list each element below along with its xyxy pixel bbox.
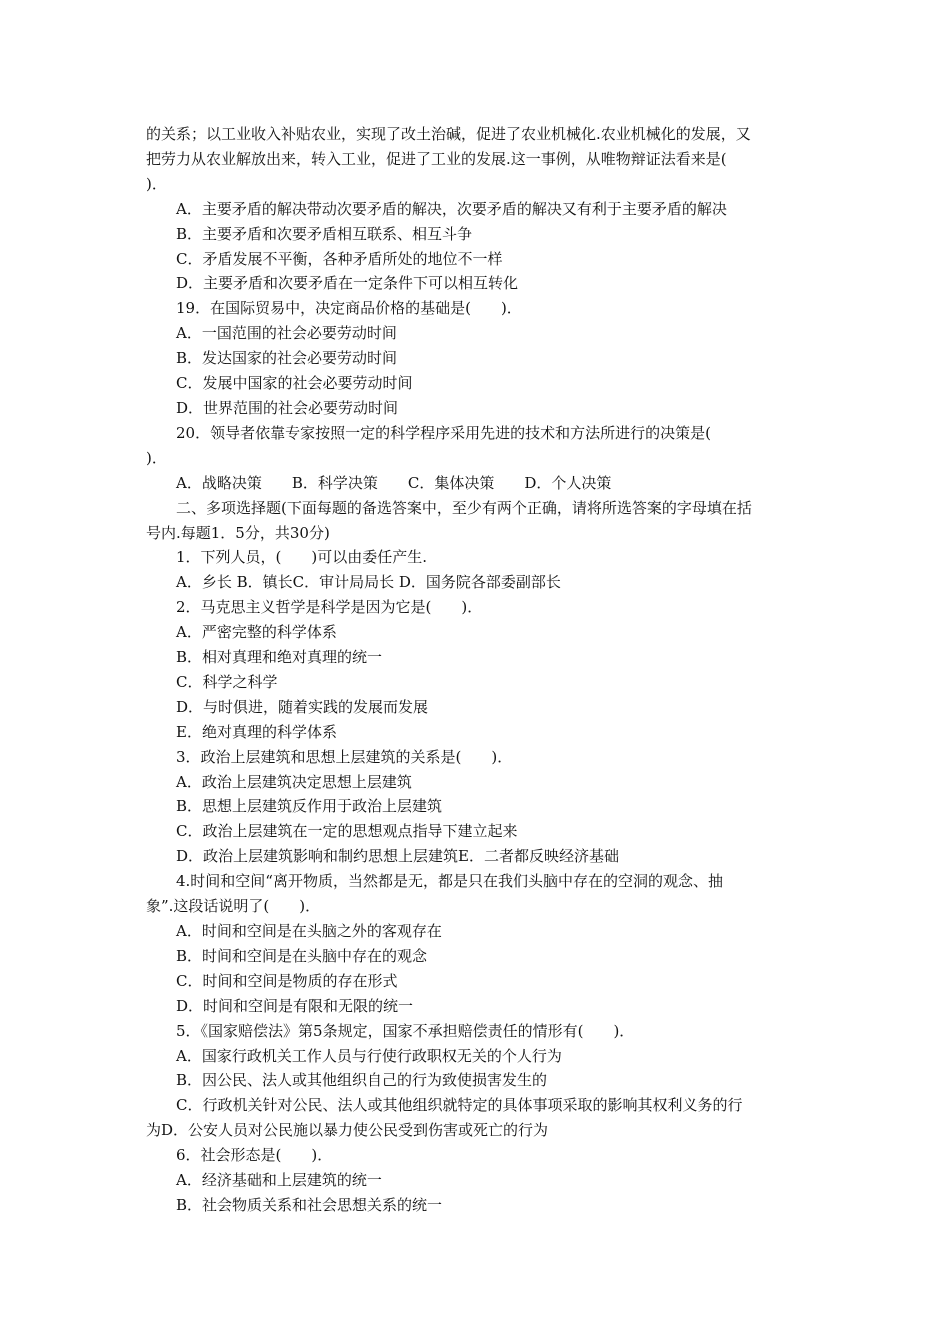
question-line: 2．马克思主义哲学是科学是因为它是( )． xyxy=(176,598,483,617)
option-line: B．社会物质关系和社会思想关系的统一 xyxy=(176,1195,443,1214)
option-line: D．主要矛盾和次要矛盾在一定条件下可以相互转化 xyxy=(176,274,519,293)
text-line: 象”.这段话说明了( )． xyxy=(146,897,321,916)
option-line: A．乡长 B．镇长C．审计局局长 D．国务院各部委副部长 xyxy=(176,573,561,592)
text-line: 号内.每题1．5分，共30分) xyxy=(146,523,330,542)
option-line: B．时间和空间是在头脑中存在的观念 xyxy=(176,946,428,965)
option-line: C．行政机关针对公民、法人或其他组织就特定的具体事项采取的影响其权利义务的行 xyxy=(176,1096,743,1115)
text-line: 的关系；以工业收入补贴农业，实现了改土治碱，促进了农业机械化.农业机械化的发展，又 xyxy=(146,125,751,143)
option-line: C．时间和空间是物质的存在形式 xyxy=(176,971,398,990)
text-line: )． xyxy=(146,174,167,193)
question-line: 20．领导者依靠专家按照一定的科学程序采用先进的技术和方法所进行的决策是( xyxy=(176,423,711,442)
option-line: A．主要矛盾的解决带动次要矛盾的解决，次要矛盾的解决又有利于主要矛盾的解决 xyxy=(176,199,727,218)
option-line: D．时间和空间是有限和无限的统一 xyxy=(176,996,414,1015)
option-line: B．思想上层建筑反作用于政治上层建筑 xyxy=(176,797,443,816)
option-line: C．政治上层建筑在一定的思想观点指导下建立起来 xyxy=(176,822,518,841)
question-line: 5．《国家赔偿法》第5条规定，国家不承担赔偿责任的情形有( )． xyxy=(176,1021,635,1040)
option-line: E．绝对真理的科学体系 xyxy=(176,722,337,741)
text-line: 把劳力从农业解放出来，转入工业，促进了工业的发展.这一事例，从唯物辩证法看来是( xyxy=(146,149,727,168)
option-line: D．世界范围的社会必要劳动时间 xyxy=(176,398,399,417)
option-line: D．政治上层建筑影响和制约思想上层建筑E．二者都反映经济基础 xyxy=(176,847,619,866)
option-line: B．因公民、法人或其他组织自己的行为致使损害发生的 xyxy=(176,1071,548,1090)
option-line: A．国家行政机关工作人员与行使行政职权无关的个人行为 xyxy=(176,1046,562,1065)
option-line: C．发展中国家的社会必要劳动时间 xyxy=(176,374,413,393)
section-heading: 二、多项选择题(下面每题的备选答案中，至少有两个正确，请将所选答案的字母填在括 xyxy=(176,498,752,517)
document-body xyxy=(146,122,810,1218)
option-line: A．时间和空间是在头脑之外的客观存在 xyxy=(176,922,442,940)
option-line: A．严密完整的科学体系 xyxy=(176,623,337,642)
option-line: B．相对真理和绝对真理的统一 xyxy=(176,648,383,667)
question-line: 4.时间和空间“离开物质，当然都是无，都是只在我们头脑中存在的空洞的观念、抽 xyxy=(176,872,723,891)
option-line: B．发达国家的社会必要劳动时间 xyxy=(176,349,398,368)
option-line: A．经济基础和上层建筑的统一 xyxy=(176,1171,382,1190)
question-line: 19．在国际贸易中，决定商品价格的基础是( )． xyxy=(176,299,522,318)
question-line: 6．社会形态是( )． xyxy=(176,1146,333,1165)
option-line: C．科学之科学 xyxy=(176,672,278,691)
question-line: 3．政治上层建筑和思想上层建筑的关系是( )． xyxy=(176,747,513,766)
option-line: A．一国范围的社会必要劳动时间 xyxy=(176,324,397,343)
option-line: A．政治上层建筑决定思想上层建筑 xyxy=(176,772,412,791)
question-line: 1．下列人员，( )可以由委任产生. xyxy=(176,548,428,567)
option-line: D．与时俱进，随着实践的发展而发展 xyxy=(176,697,429,716)
text-line: )． xyxy=(146,448,167,467)
text-line: 为D．公安人员对公民施以暴力使公民受到伤害或死亡的行为 xyxy=(146,1121,549,1140)
option-line: A．战略决策 B．科学决策 C．集体决策 D．个人决策 xyxy=(176,473,612,492)
option-line: C．矛盾发展不平衡，各种矛盾所处的地位不一样 xyxy=(176,249,503,268)
option-line: B．主要矛盾和次要矛盾相互联系、相互斗争 xyxy=(176,224,473,243)
